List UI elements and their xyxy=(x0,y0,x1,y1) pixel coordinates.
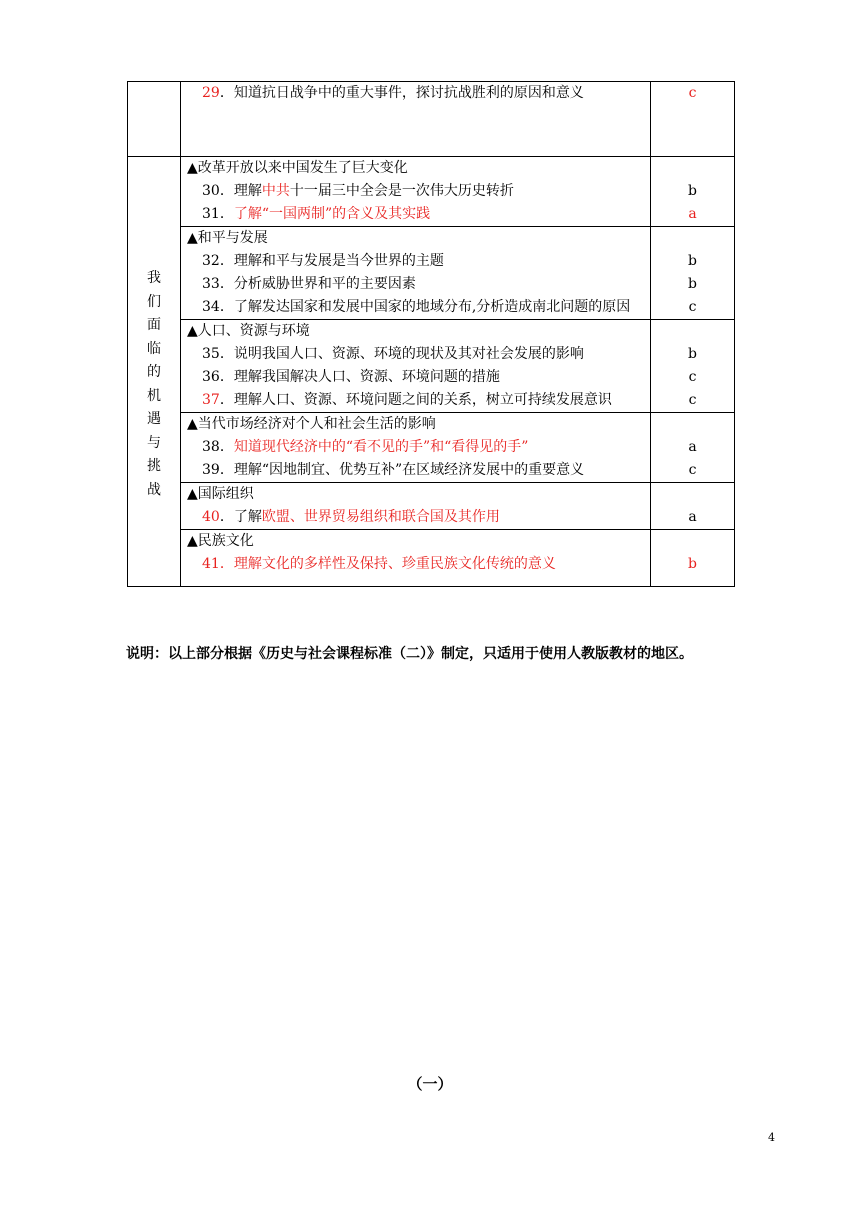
item-text: 33．分析威胁世界和平的主要因素 xyxy=(202,276,416,292)
level-cell xyxy=(651,227,735,320)
item-text: 30．理解 xyxy=(202,183,262,199)
content-cell xyxy=(181,157,651,227)
level-value: b xyxy=(688,276,697,292)
level-cell xyxy=(651,320,735,413)
table-row xyxy=(128,320,735,413)
table-row xyxy=(128,227,735,320)
section-title: ▲当代市场经济对个人和社会生活的影响 xyxy=(187,416,436,432)
item-text: 39．理解“因地制宜、优势互补”在区域经济发展中的重要意义 xyxy=(202,462,585,478)
theme-cell-empty xyxy=(128,82,181,157)
theme-char: 挑 xyxy=(147,458,161,474)
section-marker: （一） xyxy=(407,1075,453,1093)
item-text: 31． xyxy=(202,206,234,222)
section-title: ▲国际组织 xyxy=(187,486,254,502)
item-text-highlight: 欧盟、世界贸易组织和联合国及其作用 xyxy=(261,509,500,525)
theme-cell xyxy=(128,157,181,587)
theme-label xyxy=(128,157,180,502)
item-text-highlight: 中共 xyxy=(261,183,290,199)
item-text-highlight: 了解“一国两制”的含义及其实践 xyxy=(233,206,431,222)
theme-char: 我 xyxy=(147,270,161,286)
item-text: 十一届三中全会是一次伟大历史转折 xyxy=(289,183,514,199)
standards-table xyxy=(127,81,735,587)
level-value: b xyxy=(688,253,697,269)
table-row xyxy=(128,483,735,530)
theme-char: 的 xyxy=(147,364,161,380)
item-text: 38． xyxy=(202,439,234,455)
content-cell xyxy=(181,483,651,530)
level-cell xyxy=(651,530,735,587)
section-title: ▲人口、资源与环境 xyxy=(187,323,310,339)
item-number: 29 xyxy=(202,85,220,101)
item-text-highlight: 41．理解文化的多样性及保持、珍重民族文化传统的意义 xyxy=(202,556,556,572)
level-value: b xyxy=(688,556,697,572)
level-value: c xyxy=(688,85,697,101)
content-cell xyxy=(181,530,651,587)
theme-char: 机 xyxy=(147,387,161,404)
theme-char: 们 xyxy=(147,293,161,310)
item-text: 35．说明我国人口、资源、环境的现状及其对社会发展的影响 xyxy=(202,346,584,362)
level-cell xyxy=(651,483,735,530)
item-number: 40 xyxy=(202,509,220,525)
level-value: b xyxy=(688,183,697,199)
table-row xyxy=(128,413,735,483)
table-row xyxy=(128,530,735,587)
theme-char: 面 xyxy=(147,317,161,333)
item-text: ．了解 xyxy=(219,509,262,525)
table-row xyxy=(128,82,735,157)
section-title: ▲改革开放以来中国发生了巨大变化 xyxy=(187,160,408,176)
level-value: c xyxy=(688,392,697,408)
content-cell xyxy=(181,413,651,483)
item-text: 36．理解我国解决人口、资源、环境问题的措施 xyxy=(202,369,500,385)
theme-char: 与 xyxy=(147,434,161,451)
item-text: ．知道抗日战争中的重大事件，探讨抗战胜利的原因和意义 xyxy=(219,85,584,101)
section-title: ▲民族文化 xyxy=(187,533,254,549)
item-text: ．理解人口、资源、环境问题之间的关系，树立可持续发展意识 xyxy=(219,392,612,408)
section-title: ▲和平与发展 xyxy=(187,230,268,246)
table-row xyxy=(128,157,735,227)
theme-char: 遇 xyxy=(147,411,161,427)
level-value: a xyxy=(688,206,697,222)
level-value: c xyxy=(688,369,697,385)
item-text: 34．了解发达国家和发展中国家的地域分布,分析造成南北问题的原因 xyxy=(202,299,631,315)
level-cell xyxy=(651,82,735,157)
content-cell xyxy=(181,82,651,157)
level-cell xyxy=(651,413,735,483)
level-cell xyxy=(651,157,735,227)
level-value: c xyxy=(688,462,697,478)
content-cell xyxy=(181,227,651,320)
footnote: 说明：以上部分根据《历史与社会课程标准（二）》制定，只适用于使用人教版教材的地区。 xyxy=(126,646,693,662)
level-value: b xyxy=(688,346,697,362)
level-value: a xyxy=(688,509,697,525)
theme-char: 战 xyxy=(147,481,161,498)
content-cell xyxy=(181,320,651,413)
item-text: 32．理解和平与发展是当今世界的主题 xyxy=(202,253,444,269)
level-value: c xyxy=(688,299,697,315)
theme-char: 临 xyxy=(147,340,161,357)
level-value: a xyxy=(688,439,697,455)
page-number: 4 xyxy=(768,1131,775,1144)
item-text-highlight: 知道现代经济中的“看不见的手”和“看得见的手” xyxy=(233,439,529,455)
item-number: 37 xyxy=(202,392,220,408)
